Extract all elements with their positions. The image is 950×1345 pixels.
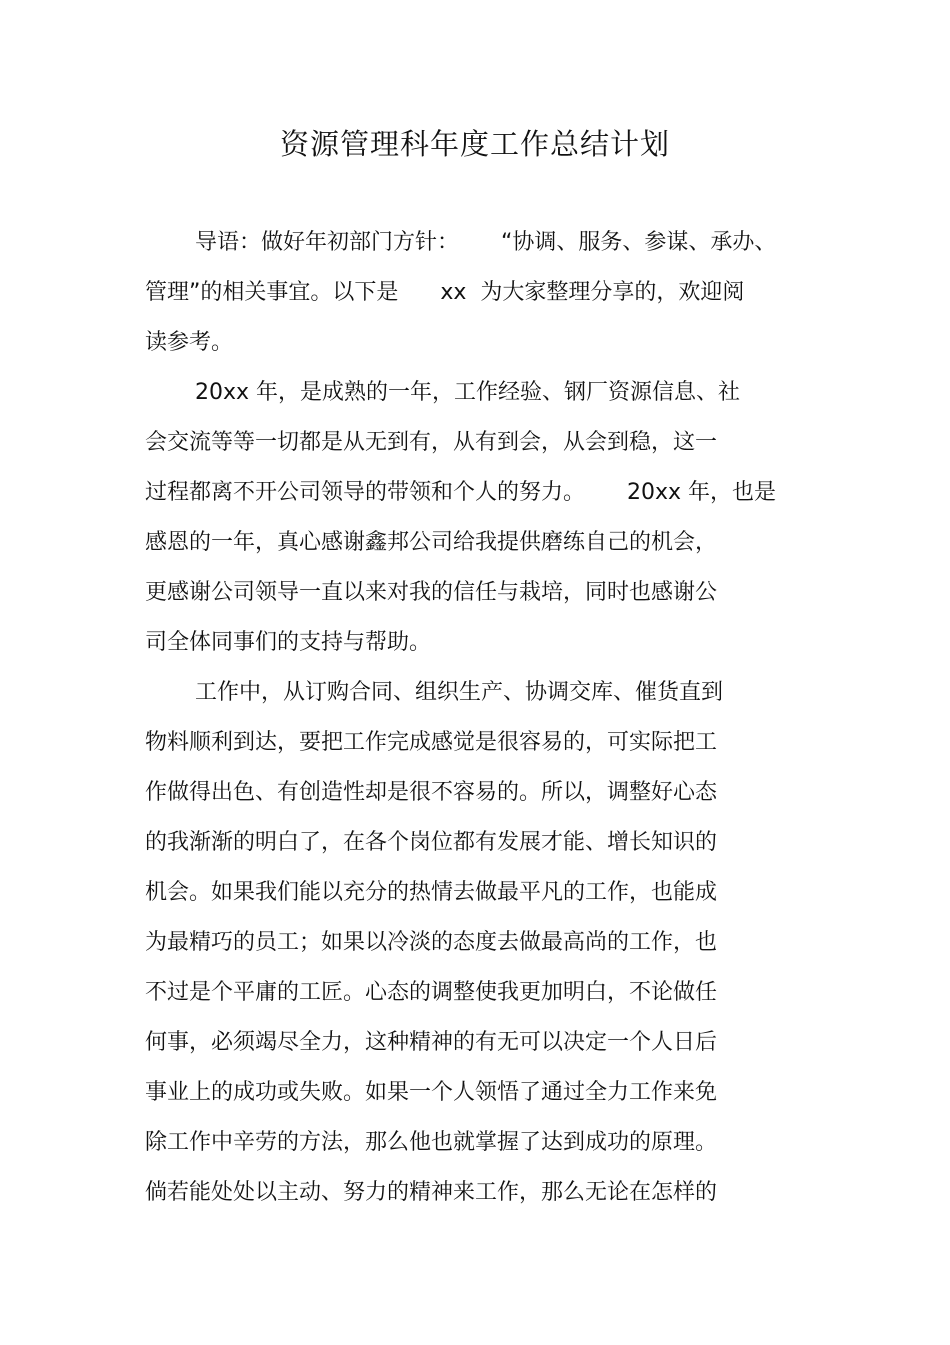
paragraph-line: 物料顺利到达，要把工作完成感觉是很容易的，可实际把工 bbox=[145, 730, 718, 755]
paragraph-line: 何事，必须竭尽全力，这种精神的有无可以决定一个人日后 bbox=[145, 1030, 718, 1055]
paragraph-line: 作做得出色、有创造性却是很不容易的。所以，调整好心态 bbox=[145, 780, 718, 805]
paragraph-line: 会交流等等一切都是从无到有，从有到会，从会到稳，这一 bbox=[145, 430, 718, 455]
paragraph-line: 的我渐渐的明白了，在各个岗位都有发展才能、增长知识的 bbox=[145, 830, 718, 855]
paragraph-line: 工作中，从订购合同、组织生产、协调交库、催货直到 bbox=[195, 680, 724, 705]
paragraph-line: 事业上的成功或失败。如果一个人领悟了通过全力工作来免 bbox=[145, 1080, 718, 1105]
paragraph-line: 更感谢公司领导一直以来对我的信任与栽培，同时也感谢公 bbox=[145, 580, 718, 605]
paragraph-line: 司全体同事们的支持与帮助。 bbox=[145, 630, 432, 655]
paragraph-line: 机会。如果我们能以充分的热情去做最平凡的工作，也能成 bbox=[145, 880, 718, 905]
paragraph-line: 倘若能处处以主动、努力的精神来工作，那么无论在怎样的 bbox=[145, 1180, 718, 1205]
document-title: 资源管理科年度工作总结计划 bbox=[279, 127, 670, 161]
paragraph-line: 过程都离不开公司领导的带领和个人的努力。 20xx 年，也是 bbox=[145, 480, 776, 505]
paragraph-line: 为最精巧的员工；如果以冷淡的态度去做最高尚的工作，也 bbox=[145, 930, 718, 955]
paragraph-line: 读参考。 bbox=[145, 330, 234, 355]
paragraph-line: 20xx 年，是成熟的一年，工作经验、钢厂资源信息、社 bbox=[195, 380, 741, 405]
paragraph-line: 感恩的一年，真心感谢鑫邦公司给我提供磨练自己的机会， bbox=[145, 530, 718, 555]
paragraph-line: 管理”的相关事宜。以下是 xx 为大家整理分享的，欢迎阅 bbox=[145, 280, 745, 305]
paragraph-line: 除工作中辛劳的方法，那么他也就掌握了达到成功的原理。 bbox=[145, 1130, 718, 1155]
paragraph-line: 导语：做好年初部门方针： “协调、服务、参谋、承办、 bbox=[195, 230, 777, 255]
paragraph-line: 不过是个平庸的工匠。心态的调整使我更加明白，不论做任 bbox=[145, 980, 718, 1005]
